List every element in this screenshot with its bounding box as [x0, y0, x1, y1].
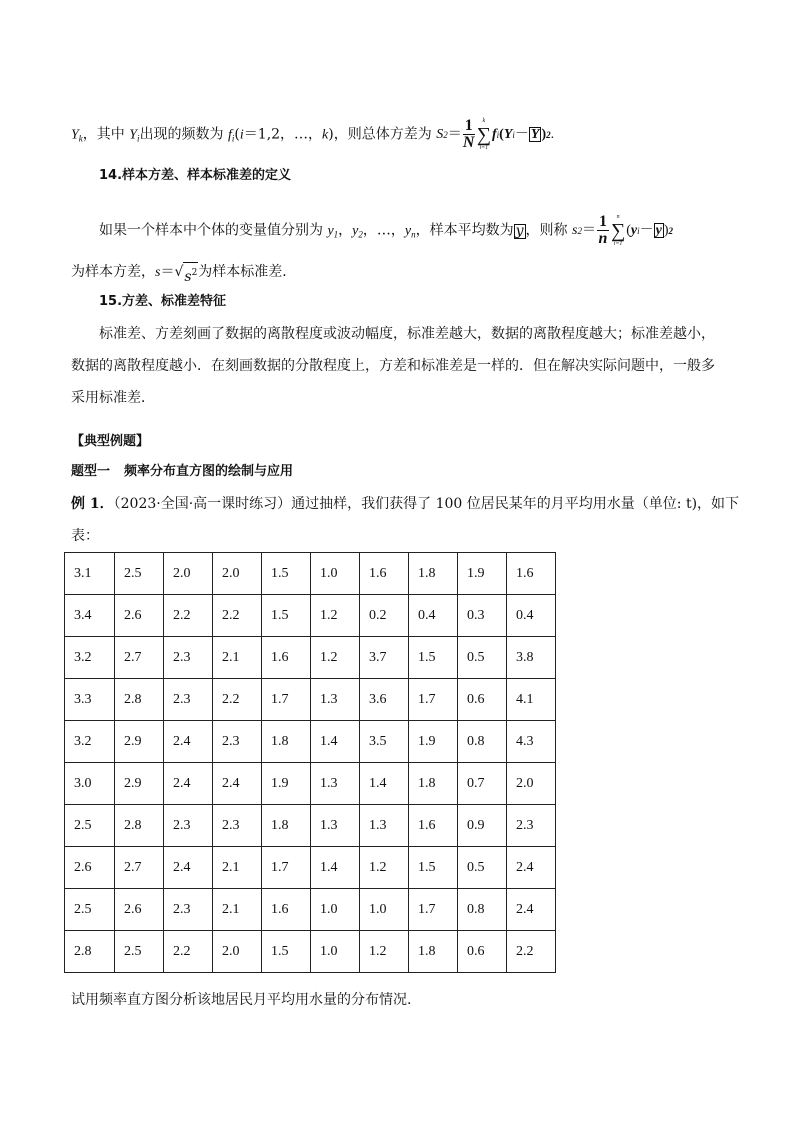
table-row — [65, 637, 556, 679]
table-cell: 1.0 — [311, 889, 360, 931]
mean-box: Y — [530, 127, 540, 142]
table-cell: 2.5 — [115, 931, 164, 973]
table-cell: 2.9 — [115, 763, 164, 805]
var-yi-sub: i — [137, 133, 140, 144]
table-cell: 3.1 — [65, 553, 115, 595]
table-row — [65, 931, 556, 973]
table-cell: 2.3 — [164, 637, 213, 679]
text-seg: ，…， — [362, 222, 405, 239]
table-row — [65, 805, 556, 847]
table-cell: 0.8 — [458, 721, 507, 763]
paren: ) — [663, 222, 669, 238]
table-cell: 0.9 — [458, 805, 507, 847]
table-cell: 1.5 — [262, 931, 311, 973]
table-cell: 1.8 — [262, 721, 311, 763]
table-cell: 2.1 — [213, 889, 262, 931]
table-cell: 4.3 — [507, 721, 556, 763]
var-s: s — [571, 222, 578, 238]
table-cell: 3.8 — [507, 637, 556, 679]
table-cell: 1.4 — [311, 721, 360, 763]
sigma — [611, 214, 625, 247]
table-cell: 3.5 — [360, 721, 409, 763]
text-seg: 如果一个样本中个体的变量值分别为 — [99, 222, 328, 239]
table-cell: 2.6 — [65, 847, 115, 889]
fraction-numerator: 1 — [464, 117, 473, 134]
table-cell: 0.8 — [458, 889, 507, 931]
fraction-numerator: 1 — [598, 213, 607, 230]
square: 2 — [668, 225, 673, 236]
table-cell: 2.4 — [507, 847, 556, 889]
table-cell: 2.5 — [65, 889, 115, 931]
paren: ( — [626, 222, 631, 238]
table-cell: 1.2 — [360, 847, 409, 889]
var-y-sub: i — [512, 129, 515, 140]
water-usage-table — [64, 552, 556, 973]
var-i: i — [239, 127, 244, 143]
table-row — [65, 595, 556, 637]
table-cell: 1.7 — [262, 679, 311, 721]
table-cell: 2.4 — [164, 847, 213, 889]
table-cell: 4.1 — [507, 679, 556, 721]
table-cell: 2.6 — [115, 889, 164, 931]
table-cell: 3.2 — [65, 637, 115, 679]
table-cell: 3.6 — [360, 679, 409, 721]
var-sub: 2 — [358, 229, 363, 240]
sigma-bottom: i=1 — [613, 241, 623, 247]
table-cell: 3.0 — [65, 763, 115, 805]
table-cell: 2.2 — [507, 931, 556, 973]
var-sub: 1 — [333, 229, 339, 240]
table-cell: 1.4 — [311, 847, 360, 889]
table-cell: 2.0 — [507, 763, 556, 805]
table-cell: 1.8 — [409, 763, 458, 805]
table-cell: 2.0 — [164, 553, 213, 595]
var-y: Y — [503, 126, 513, 142]
table-cell: 1.0 — [311, 931, 360, 973]
paren: ) — [541, 126, 547, 142]
sigma-top: k — [482, 118, 486, 124]
var-s-sup: 2 — [577, 225, 582, 236]
var-y2: y — [352, 223, 359, 239]
table-cell: 1.7 — [409, 679, 458, 721]
table-cell: 2.0 — [213, 931, 262, 973]
table-cell: 1.6 — [507, 553, 556, 595]
table-cell: 0.7 — [458, 763, 507, 805]
section-15-heading: 15.方差、标准差特征 — [99, 294, 227, 309]
var-s-sup: 2 — [443, 129, 448, 140]
table-cell: 1.6 — [409, 805, 458, 847]
table-cell: 3.2 — [65, 721, 115, 763]
sample-variance-formula — [572, 214, 673, 247]
table-cell: 3.7 — [360, 637, 409, 679]
example-1-line1 — [71, 494, 739, 514]
section-14-line2 — [71, 262, 296, 287]
example-label: 例 1． — [71, 496, 114, 512]
table-cell: 1.9 — [262, 763, 311, 805]
examples-heading: 【典型例题】 — [71, 434, 150, 449]
table-cell: 2.8 — [115, 805, 164, 847]
table-cell: 1.2 — [311, 637, 360, 679]
problem-type-title: 频率分布直方图的绘制与应用 — [124, 464, 294, 479]
table-cell: 0.6 — [458, 679, 507, 721]
table-cell: 0.5 — [458, 637, 507, 679]
table-cell: 1.0 — [311, 553, 360, 595]
total-variance-line — [71, 118, 554, 151]
var-yn: y — [404, 223, 412, 239]
table-cell: 1.0 — [360, 889, 409, 931]
table-cell: 1.5 — [409, 847, 458, 889]
table-cell: 1.6 — [262, 637, 311, 679]
minus: － — [514, 126, 529, 142]
table-cell: 2.1 — [213, 847, 262, 889]
table-cell: 1.6 — [360, 553, 409, 595]
table-cell: 0.4 — [409, 595, 458, 637]
var-s: S — [436, 126, 444, 142]
table-cell: 2.2 — [213, 679, 262, 721]
text-seg: 为样本标准差． — [198, 264, 297, 280]
fraction — [597, 214, 609, 247]
table-cell: 1.4 — [360, 763, 409, 805]
section-15-line1: 标准差、方差刻画了数据的离散程度或波动幅度，标准差越大，数据的离散程度越大；标准差越小， — [99, 326, 715, 342]
table-cell: 1.3 — [311, 679, 360, 721]
table-cell: 2.7 — [115, 637, 164, 679]
table-cell: 2.0 — [213, 553, 262, 595]
sigma-symbol: ∑ — [610, 220, 626, 242]
period: . — [550, 126, 555, 142]
table-cell: 2.8 — [115, 679, 164, 721]
table-cell: 1.3 — [311, 805, 360, 847]
var-yi: y — [630, 222, 638, 238]
table-cell: 2.8 — [65, 931, 115, 973]
var-f: f — [228, 127, 232, 143]
text-seg: )，则总体方差为 — [328, 126, 437, 143]
table-cell: 2.3 — [164, 889, 213, 931]
table-cell: 1.7 — [409, 889, 458, 931]
sqrt-symbol: √ — [174, 264, 184, 280]
table-row — [65, 763, 556, 805]
sigma-bottom: i=1 — [479, 145, 489, 151]
text-seg: ，则称 — [525, 222, 572, 239]
var-yi: Y — [129, 127, 138, 143]
table-cell: 2.3 — [164, 805, 213, 847]
var-sub: i — [637, 225, 640, 236]
table-row — [65, 721, 556, 763]
section-14-heading: 14.样本方差、样本标准差的定义 — [99, 168, 292, 183]
mean-box: y — [655, 223, 662, 238]
text-seg: ， — [338, 222, 353, 239]
table-cell: 2.4 — [164, 721, 213, 763]
table-cell: 2.9 — [115, 721, 164, 763]
table-cell: 1.5 — [262, 553, 311, 595]
table-cell: 1.9 — [458, 553, 507, 595]
sigma-symbol: ∑ — [476, 124, 491, 146]
table-cell: 0.4 — [507, 595, 556, 637]
total-variance-formula — [436, 118, 554, 151]
sqrt-radicand-sup: 2 — [191, 268, 198, 278]
table-cell: 1.8 — [409, 931, 458, 973]
fraction-denominator: N — [462, 134, 475, 151]
sigma-top: n — [616, 214, 620, 220]
table-cell: 2.5 — [65, 805, 115, 847]
paren: ( — [499, 126, 504, 142]
table-cell: 2.2 — [164, 931, 213, 973]
sqrt-expression — [174, 262, 198, 287]
table-cell: 1.7 — [262, 847, 311, 889]
sigma — [477, 118, 491, 151]
text-seg: 为样本方差， — [71, 264, 155, 280]
var-f-sub: i — [496, 129, 500, 140]
table-cell: 0.6 — [458, 931, 507, 973]
table-cell: 2.1 — [213, 637, 262, 679]
section-15-line3: 采用标准差． — [71, 390, 155, 406]
table-cell: 2.3 — [213, 721, 262, 763]
problem-type-label: 题型一 — [71, 464, 111, 479]
example-text: （2023·全国·高一课时练习）通过抽样，我们获得了 100 位居民某年的月平均用水量（单位: t)，如下 — [113, 496, 740, 512]
table-cell: 1.8 — [409, 553, 458, 595]
table-cell: 1.8 — [262, 805, 311, 847]
problem-type-heading — [71, 462, 293, 482]
text-seg: ，其中 — [82, 126, 130, 143]
text-seg: ＝1,2，…， — [243, 126, 323, 143]
table-cell: 0.3 — [458, 595, 507, 637]
table-cell: 1.3 — [360, 805, 409, 847]
table-cell: 2.3 — [507, 805, 556, 847]
table-cell: 3.3 — [65, 679, 115, 721]
var-f: f — [491, 126, 497, 142]
example-question: 试用频率直方图分析该地居民月平均用水量的分布情况. — [71, 992, 412, 1008]
var-y: Y — [71, 127, 79, 143]
table-cell: 2.5 — [115, 553, 164, 595]
var-k: k — [322, 127, 329, 143]
text-seg: 出现的频数为 — [139, 126, 229, 143]
table-cell: 1.2 — [360, 931, 409, 973]
table-cell: 1.6 — [262, 889, 311, 931]
sqrt-radicand: s — [184, 269, 192, 285]
table-cell: 2.6 — [115, 595, 164, 637]
table-cell: 1.2 — [311, 595, 360, 637]
mean-box: y — [515, 222, 524, 239]
table-cell: 3.4 — [65, 595, 115, 637]
fraction — [463, 118, 475, 151]
var-f-sub: i — [231, 133, 235, 144]
table-cell: 0.5 — [458, 847, 507, 889]
table-cell: 0.2 — [360, 595, 409, 637]
table-cell: 2.4 — [507, 889, 556, 931]
text-seg: ( — [234, 126, 240, 143]
var-y1: y — [327, 223, 334, 239]
table-cell: 2.3 — [213, 805, 262, 847]
var-sub: n — [411, 229, 416, 240]
table-cell: 1.5 — [262, 595, 311, 637]
equals: ＝ — [581, 222, 596, 238]
var-s: s — [155, 265, 161, 280]
example-1-line2: 表： — [71, 528, 99, 544]
table-cell: 1.3 — [311, 763, 360, 805]
table-cell: 2.3 — [164, 679, 213, 721]
table-cell: 2.2 — [213, 595, 262, 637]
table-cell: 1.5 — [409, 637, 458, 679]
section-14-line1 — [99, 214, 673, 247]
table-row — [65, 889, 556, 931]
table-cell: 1.9 — [409, 721, 458, 763]
table-cell: 2.2 — [164, 595, 213, 637]
table-row — [65, 679, 556, 721]
fraction-denominator: n — [598, 230, 608, 247]
table-row — [65, 553, 556, 595]
section-15-line2: 数据的离散程度越小．在刻画数据的分散程度上，方差和标准差是一样的．但在解决实际问题中，一般多 — [71, 358, 715, 374]
equals: ＝ — [160, 264, 175, 280]
table-cell: 2.7 — [115, 847, 164, 889]
table-row — [65, 847, 556, 889]
table-cell: 2.4 — [164, 763, 213, 805]
var-y-sub: k — [78, 133, 83, 144]
square: 2 — [546, 129, 551, 140]
minus: － — [639, 222, 654, 238]
text-seg: ，样本平均数为 — [415, 222, 514, 239]
equals: ＝ — [447, 126, 462, 142]
table-cell: 2.4 — [213, 763, 262, 805]
